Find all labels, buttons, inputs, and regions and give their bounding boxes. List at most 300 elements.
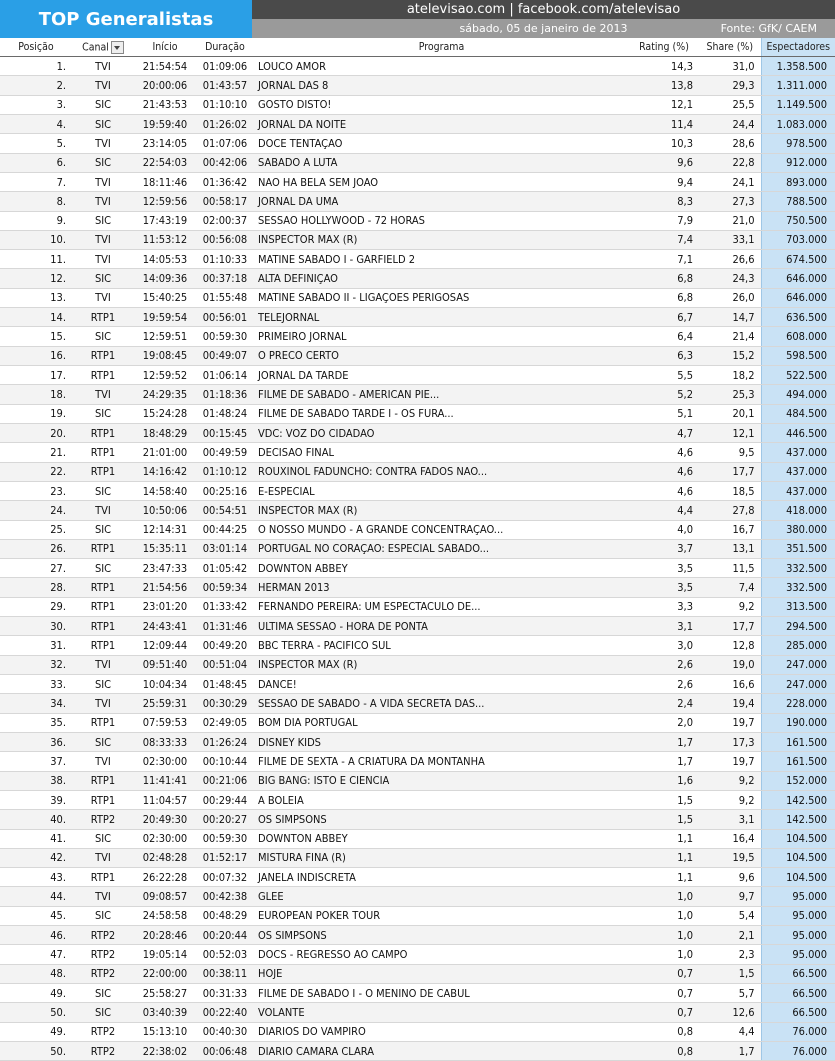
rating-cell: 7,1	[629, 250, 699, 269]
share-cell: 14,7	[699, 308, 761, 327]
table-row	[0, 906, 835, 925]
start-time-cell: 21:54:54	[134, 57, 196, 76]
position-cell: 2.	[0, 76, 72, 95]
program-cell: E-ESPECIAL	[254, 481, 629, 500]
position-cell: 33.	[0, 675, 72, 694]
table-row	[0, 771, 835, 790]
share-cell: 16,4	[699, 829, 761, 848]
start-time-cell: 23:47:33	[134, 559, 196, 578]
table-row	[0, 520, 835, 539]
program-cell: MATINE SABADO II - LIGAÇOES PERIGOSAS	[254, 288, 629, 307]
rating-cell: 6,8	[629, 288, 699, 307]
share-cell: 31,0	[699, 57, 761, 76]
rating-cell: 2,6	[629, 675, 699, 694]
report-title: TOP Generalistas	[0, 0, 252, 38]
program-cell: FILME DE SABADO TARDE I - OS FURA...	[254, 404, 629, 423]
share-cell: 24,4	[699, 114, 761, 133]
share-cell: 22,8	[699, 153, 761, 172]
duration-cell: 03:01:14	[196, 539, 254, 558]
start-time-cell: 24:43:41	[134, 617, 196, 636]
program-cell: BIG BANG: ISTO E CIENCIA	[254, 771, 629, 790]
position-cell: 20.	[0, 423, 72, 442]
channel-cell: SIC	[72, 269, 134, 288]
viewers-cell: 418.000	[761, 501, 835, 520]
rating-cell: 5,2	[629, 385, 699, 404]
viewers-cell: 437.000	[761, 462, 835, 481]
filter-dropdown-icon[interactable]	[111, 41, 124, 54]
channel-cell: RTP1	[72, 597, 134, 616]
channel-cell: RTP1	[72, 423, 134, 442]
viewers-cell: 228.000	[761, 694, 835, 713]
channel-cell: SIC	[72, 906, 134, 925]
start-time-cell: 10:04:34	[134, 675, 196, 694]
viewers-cell: 446.500	[761, 423, 835, 442]
program-cell: MISTURA FINA (R)	[254, 848, 629, 867]
table-row	[0, 887, 835, 906]
share-cell: 17,7	[699, 617, 761, 636]
start-time-cell: 14:05:53	[134, 250, 196, 269]
table-row	[0, 250, 835, 269]
viewers-cell: 788.500	[761, 192, 835, 211]
duration-cell: 00:49:20	[196, 636, 254, 655]
channel-cell: SIC	[72, 481, 134, 500]
duration-cell: 00:07:32	[196, 868, 254, 887]
duration-cell: 01:52:17	[196, 848, 254, 867]
start-time-cell: 12:59:56	[134, 192, 196, 211]
rating-cell: 6,7	[629, 308, 699, 327]
share-cell: 16,7	[699, 520, 761, 539]
rating-cell: 5,5	[629, 366, 699, 385]
share-cell: 17,7	[699, 462, 761, 481]
share-cell: 1,7	[699, 1041, 761, 1060]
viewers-cell: 104.500	[761, 848, 835, 867]
share-cell: 19,7	[699, 713, 761, 732]
channel-cell: SIC	[72, 404, 134, 423]
position-cell: 49.	[0, 984, 72, 1003]
viewers-cell: 142.500	[761, 790, 835, 809]
share-cell: 9,2	[699, 597, 761, 616]
viewers-cell: 104.500	[761, 868, 835, 887]
viewers-cell: 66.500	[761, 984, 835, 1003]
viewers-cell: 161.500	[761, 732, 835, 751]
rating-cell: 6,3	[629, 346, 699, 365]
share-cell: 9,2	[699, 790, 761, 809]
program-cell: INSPECTOR MAX (R)	[254, 501, 629, 520]
position-cell: 6.	[0, 153, 72, 172]
program-cell: INSPECTOR MAX (R)	[254, 230, 629, 249]
position-cell: 47.	[0, 945, 72, 964]
channel-cell: RTP1	[72, 617, 134, 636]
program-cell: JANELA INDISCRETA	[254, 868, 629, 887]
channel-cell: TVI	[72, 172, 134, 191]
table-row	[0, 462, 835, 481]
start-time-cell: 17:43:19	[134, 211, 196, 230]
viewers-cell: 484.500	[761, 404, 835, 423]
rating-cell: 3,5	[629, 559, 699, 578]
start-time-cell: 20:00:06	[134, 76, 196, 95]
viewers-cell: 95.000	[761, 887, 835, 906]
start-time-cell: 15:35:11	[134, 539, 196, 558]
program-cell: OS SIMPSONS	[254, 926, 629, 945]
duration-cell: 00:42:06	[196, 153, 254, 172]
rating-cell: 4,6	[629, 481, 699, 500]
rating-cell: 1,1	[629, 868, 699, 887]
share-cell: 21,0	[699, 211, 761, 230]
position-cell: 46.	[0, 926, 72, 945]
start-time-cell: 19:08:45	[134, 346, 196, 365]
program-cell: DIARIOS DO VAMPIRO	[254, 1022, 629, 1041]
rating-cell: 12,1	[629, 95, 699, 114]
table-row	[0, 443, 835, 462]
table-row	[0, 192, 835, 211]
col-header-rating: Rating (%)	[629, 38, 699, 57]
duration-cell: 01:05:42	[196, 559, 254, 578]
rating-cell: 4,6	[629, 443, 699, 462]
duration-cell: 01:10:33	[196, 250, 254, 269]
table-row	[0, 829, 835, 848]
rating-cell: 1,5	[629, 810, 699, 829]
rating-cell: 1,0	[629, 945, 699, 964]
position-cell: 21.	[0, 443, 72, 462]
viewers-cell: 978.500	[761, 134, 835, 153]
position-cell: 7.	[0, 172, 72, 191]
channel-cell: SIC	[72, 95, 134, 114]
viewers-cell: 104.500	[761, 829, 835, 848]
viewers-cell: 351.500	[761, 539, 835, 558]
viewers-cell: 598.500	[761, 346, 835, 365]
channel-cell: RTP2	[72, 964, 134, 983]
channel-cell: SIC	[72, 153, 134, 172]
share-cell: 19,7	[699, 752, 761, 771]
start-time-cell: 02:48:28	[134, 848, 196, 867]
duration-cell: 00:10:44	[196, 752, 254, 771]
channel-cell: SIC	[72, 559, 134, 578]
program-cell: SESSAO DE SABADO - A VIDA SECRETA DAS...	[254, 694, 629, 713]
channel-cell: RTP1	[72, 713, 134, 732]
table-row	[0, 732, 835, 751]
channel-cell: RTP1	[72, 443, 134, 462]
rating-cell: 1,1	[629, 848, 699, 867]
viewers-cell: 152.000	[761, 771, 835, 790]
table-header-row	[0, 38, 835, 57]
start-time-cell: 12:59:52	[134, 366, 196, 385]
duration-cell: 00:44:25	[196, 520, 254, 539]
viewers-cell: 750.500	[761, 211, 835, 230]
table-row	[0, 1041, 835, 1060]
table-row	[0, 790, 835, 809]
duration-cell: 00:31:33	[196, 984, 254, 1003]
duration-cell: 00:54:51	[196, 501, 254, 520]
site-link[interactable]: atelevisao.com | facebook.com/atelevisao	[252, 0, 835, 19]
channel-cell: SIC	[72, 829, 134, 848]
program-cell: DIARIO CAMARA CLARA	[254, 1041, 629, 1060]
col-header-start: Início	[134, 38, 196, 57]
program-cell: EUROPEAN POKER TOUR	[254, 906, 629, 925]
share-cell: 27,3	[699, 192, 761, 211]
position-cell: 18.	[0, 385, 72, 404]
channel-cell: RTP1	[72, 771, 134, 790]
program-cell: ALTA DEFINIÇAO	[254, 269, 629, 288]
table-row	[0, 346, 835, 365]
share-cell: 13,1	[699, 539, 761, 558]
start-time-cell: 18:48:29	[134, 423, 196, 442]
header-banner	[0, 0, 835, 38]
share-cell: 25,5	[699, 95, 761, 114]
share-cell: 5,4	[699, 906, 761, 925]
position-cell: 42.	[0, 848, 72, 867]
duration-cell: 00:56:08	[196, 230, 254, 249]
share-cell: 27,8	[699, 501, 761, 520]
position-cell: 10.	[0, 230, 72, 249]
viewers-cell: 190.000	[761, 713, 835, 732]
duration-cell: 00:42:38	[196, 887, 254, 906]
position-cell: 50.	[0, 1041, 72, 1060]
table-row	[0, 1022, 835, 1041]
viewers-cell: 608.000	[761, 327, 835, 346]
position-cell: 41.	[0, 829, 72, 848]
position-cell: 12.	[0, 269, 72, 288]
duration-cell: 00:59:30	[196, 327, 254, 346]
channel-cell: TVI	[72, 385, 134, 404]
viewers-cell: 95.000	[761, 926, 835, 945]
table-row	[0, 926, 835, 945]
program-cell: FILME DE SEXTA - A CRIATURA DA MONTANHA	[254, 752, 629, 771]
channel-cell: SIC	[72, 327, 134, 346]
program-cell: BBC TERRA - PACIFICO SUL	[254, 636, 629, 655]
duration-cell: 02:49:05	[196, 713, 254, 732]
program-cell: DECISAO FINAL	[254, 443, 629, 462]
start-time-cell: 02:30:00	[134, 752, 196, 771]
share-cell: 19,4	[699, 694, 761, 713]
rating-cell: 9,6	[629, 153, 699, 172]
table-row	[0, 675, 835, 694]
viewers-cell: 912.000	[761, 153, 835, 172]
rating-cell: 10,3	[629, 134, 699, 153]
channel-cell: RTP2	[72, 945, 134, 964]
position-cell: 1.	[0, 57, 72, 76]
channel-cell: SIC	[72, 211, 134, 230]
channel-cell: TVI	[72, 230, 134, 249]
rating-cell: 14,3	[629, 57, 699, 76]
rating-cell: 1,0	[629, 926, 699, 945]
channel-cell: RTP1	[72, 790, 134, 809]
position-cell: 36.	[0, 732, 72, 751]
share-cell: 7,4	[699, 578, 761, 597]
rating-cell: 0,7	[629, 984, 699, 1003]
viewers-cell: 313.500	[761, 597, 835, 616]
share-cell: 20,1	[699, 404, 761, 423]
rating-cell: 3,3	[629, 597, 699, 616]
program-cell: INSPECTOR MAX (R)	[254, 655, 629, 674]
channel-cell: TVI	[72, 752, 134, 771]
start-time-cell: 18:11:46	[134, 172, 196, 191]
start-time-cell: 20:49:30	[134, 810, 196, 829]
start-time-cell: 21:43:53	[134, 95, 196, 114]
duration-cell: 00:22:40	[196, 1003, 254, 1022]
table-row	[0, 617, 835, 636]
viewers-cell: 646.000	[761, 269, 835, 288]
viewers-cell: 247.000	[761, 655, 835, 674]
program-cell: DISNEY KIDS	[254, 732, 629, 751]
viewers-cell: 893.000	[761, 172, 835, 191]
program-cell: A BOLEIA	[254, 790, 629, 809]
channel-cell: RTP1	[72, 868, 134, 887]
position-cell: 48.	[0, 964, 72, 983]
share-cell: 9,6	[699, 868, 761, 887]
program-cell: JORNAL DA TARDE	[254, 366, 629, 385]
position-cell: 44.	[0, 887, 72, 906]
rating-cell: 6,8	[629, 269, 699, 288]
viewers-cell: 161.500	[761, 752, 835, 771]
viewers-cell: 76.000	[761, 1041, 835, 1060]
start-time-cell: 11:04:57	[134, 790, 196, 809]
duration-cell: 00:59:34	[196, 578, 254, 597]
share-cell: 33,1	[699, 230, 761, 249]
duration-cell: 00:15:45	[196, 423, 254, 442]
program-cell: ULTIMA SESSAO - HORA DE PONTA	[254, 617, 629, 636]
start-time-cell: 02:30:00	[134, 829, 196, 848]
duration-cell: 01:31:46	[196, 617, 254, 636]
col-header-channel: Canal	[72, 38, 134, 57]
start-time-cell: 23:14:05	[134, 134, 196, 153]
position-cell: 15.	[0, 327, 72, 346]
start-time-cell: 21:01:00	[134, 443, 196, 462]
col-header-share: Share (%)	[699, 38, 761, 57]
report-date: sábado, 05 de janeiro de 2013	[459, 22, 628, 35]
share-cell: 2,1	[699, 926, 761, 945]
share-cell: 4,4	[699, 1022, 761, 1041]
share-cell: 12,1	[699, 423, 761, 442]
channel-cell: TVI	[72, 250, 134, 269]
duration-cell: 00:25:16	[196, 481, 254, 500]
position-cell: 16.	[0, 346, 72, 365]
channel-cell: TVI	[72, 192, 134, 211]
program-cell: VOLANTE	[254, 1003, 629, 1022]
channel-cell: SIC	[72, 1003, 134, 1022]
rating-cell: 0,7	[629, 964, 699, 983]
table-row	[0, 57, 835, 76]
channel-cell: TVI	[72, 655, 134, 674]
share-cell: 3,1	[699, 810, 761, 829]
viewers-cell: 1.358.500	[761, 57, 835, 76]
position-cell: 25.	[0, 520, 72, 539]
start-time-cell: 19:59:54	[134, 308, 196, 327]
table-row	[0, 114, 835, 133]
viewers-cell: 66.500	[761, 964, 835, 983]
share-cell: 25,3	[699, 385, 761, 404]
start-time-cell: 09:08:57	[134, 887, 196, 906]
duration-cell: 00:58:17	[196, 192, 254, 211]
duration-cell: 01:36:42	[196, 172, 254, 191]
share-cell: 2,3	[699, 945, 761, 964]
start-time-cell: 24:29:35	[134, 385, 196, 404]
viewers-cell: 1.311.000	[761, 76, 835, 95]
position-cell: 23.	[0, 481, 72, 500]
duration-cell: 01:33:42	[196, 597, 254, 616]
start-time-cell: 10:50:06	[134, 501, 196, 520]
viewers-cell: 285.000	[761, 636, 835, 655]
table-row	[0, 578, 835, 597]
channel-cell: SIC	[72, 114, 134, 133]
channel-cell: TVI	[72, 694, 134, 713]
rating-cell: 2,6	[629, 655, 699, 674]
position-cell: 40.	[0, 810, 72, 829]
channel-cell: TVI	[72, 57, 134, 76]
rating-cell: 2,0	[629, 713, 699, 732]
viewers-cell: 1.149.500	[761, 95, 835, 114]
position-cell: 39.	[0, 790, 72, 809]
table-row	[0, 327, 835, 346]
start-time-cell: 25:59:31	[134, 694, 196, 713]
ratings-table	[0, 38, 835, 1061]
position-cell: 30.	[0, 617, 72, 636]
viewers-cell: 66.500	[761, 1003, 835, 1022]
table-row	[0, 366, 835, 385]
start-time-cell: 25:58:27	[134, 984, 196, 1003]
table-row	[0, 810, 835, 829]
table-row	[0, 153, 835, 172]
col-header-viewers: Espectadores	[761, 38, 835, 57]
position-cell: 13.	[0, 288, 72, 307]
channel-cell: TVI	[72, 288, 134, 307]
channel-cell: TVI	[72, 134, 134, 153]
program-cell: OS SIMPSONS	[254, 810, 629, 829]
share-cell: 17,3	[699, 732, 761, 751]
position-cell: 34.	[0, 694, 72, 713]
share-cell: 9,7	[699, 887, 761, 906]
position-cell: 38.	[0, 771, 72, 790]
share-cell: 9,2	[699, 771, 761, 790]
program-cell: NAO HA BELA SEM JOAO	[254, 172, 629, 191]
start-time-cell: 15:40:25	[134, 288, 196, 307]
start-time-cell: 23:01:20	[134, 597, 196, 616]
program-cell: ROUXINOL FADUNCHO: CONTRA FADOS NAO...	[254, 462, 629, 481]
position-cell: 3.	[0, 95, 72, 114]
channel-cell: TVI	[72, 887, 134, 906]
program-cell: O NOSSO MUNDO - A GRANDE CONCENTRAÇAO...	[254, 520, 629, 539]
rating-cell: 11,4	[629, 114, 699, 133]
position-cell: 31.	[0, 636, 72, 655]
start-time-cell: 14:16:42	[134, 462, 196, 481]
table-row	[0, 559, 835, 578]
table-row	[0, 868, 835, 887]
table-row	[0, 288, 835, 307]
rating-cell: 5,1	[629, 404, 699, 423]
table-row	[0, 269, 835, 288]
table-row	[0, 404, 835, 423]
channel-cell: RTP2	[72, 1041, 134, 1060]
program-cell: DOWNTON ABBEY	[254, 559, 629, 578]
rating-cell: 4,6	[629, 462, 699, 481]
share-cell: 16,6	[699, 675, 761, 694]
channel-cell: SIC	[72, 984, 134, 1003]
position-cell: 37.	[0, 752, 72, 771]
rating-cell: 1,6	[629, 771, 699, 790]
position-cell: 27.	[0, 559, 72, 578]
position-cell: 43.	[0, 868, 72, 887]
table-row	[0, 655, 835, 674]
program-cell: FILME DE SABADO - AMERICAN PIE...	[254, 385, 629, 404]
program-cell: JORNAL DA UMA	[254, 192, 629, 211]
rating-cell: 8,3	[629, 192, 699, 211]
table-row	[0, 945, 835, 964]
channel-cell: TVI	[72, 501, 134, 520]
viewers-cell: 95.000	[761, 945, 835, 964]
position-cell: 11.	[0, 250, 72, 269]
channel-cell: RTP1	[72, 366, 134, 385]
start-time-cell: 22:54:03	[134, 153, 196, 172]
start-time-cell: 22:00:00	[134, 964, 196, 983]
